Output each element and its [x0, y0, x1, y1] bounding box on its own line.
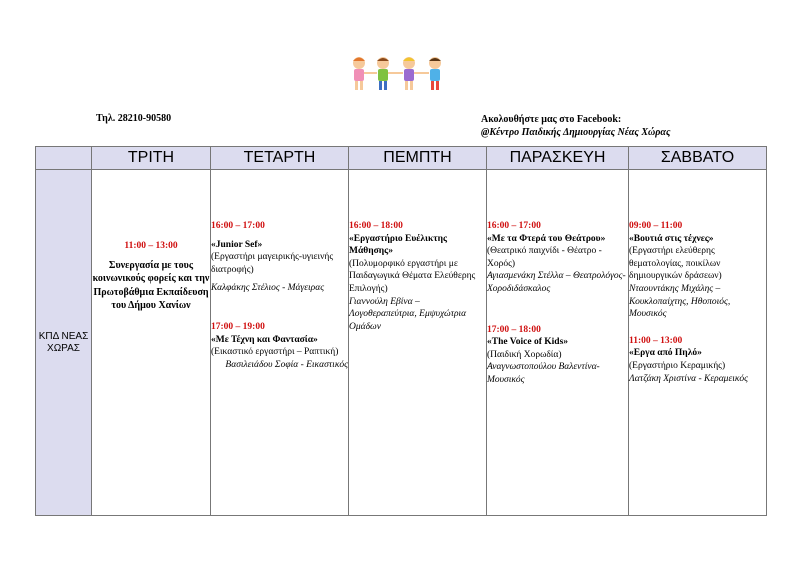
day-header-wednesday: ΤΕΤΑΡΤΗ	[211, 147, 349, 170]
wednesday-instructor-1: Καλφάκης Στέλιος - Μάγειρας	[211, 283, 325, 294]
friday-instructor-1: Αγιασμενάκη Στέλλα – Θεατρολόγος-Χοροδιδάσκαλος	[487, 271, 626, 294]
phone-number: Τηλ. 28210-90580	[96, 113, 172, 124]
facebook-page-link[interactable]: @Κέντρο Παιδικής Δημιουργίας Νέας Χώρας	[481, 127, 671, 138]
thursday-cell	[349, 170, 487, 516]
saturday-title-2: «Εργα από Πηλό»	[629, 348, 702, 359]
header-corner	[36, 147, 92, 170]
friday-time-2: 17:00 – 18:00	[487, 324, 541, 335]
tuesday-time: 11:00 – 13:00	[124, 241, 178, 251]
friday-desc-1: (Θεατρικό παιχνίδι - Θέατρο - Χορός)	[487, 246, 602, 269]
friday-time-1: 16:00 – 17:00	[487, 221, 541, 231]
weekly-schedule-table	[35, 146, 767, 516]
day-header-tuesday: ΤΡΙΤΗ	[92, 147, 211, 170]
thursday-time-1: 16:00 – 18:00	[349, 221, 403, 231]
day-header-saturday: ΣΑΒΒΑΤΟ	[629, 147, 767, 170]
day-header-friday: ΠΑΡΑΣΚΕΥΗ	[487, 147, 629, 170]
wednesday-instructor-2: Βασιλειάδου Σοφία - Εικαστικός	[225, 359, 348, 370]
saturday-instructor-1: Νταουντάκης Μιχάλης – Κουκλοπαίχτης, Ηθοποιός, Μουσικός	[629, 283, 731, 320]
saturday-time-1: 09:00 – 11:00	[629, 221, 683, 231]
tuesday-cell	[92, 170, 211, 516]
wednesday-title-2: «Με Τέχνη και Φαντασία»	[211, 334, 318, 345]
facebook-info	[481, 113, 670, 139]
wednesday-cell	[211, 170, 349, 516]
saturday-cell	[629, 170, 767, 516]
wednesday-desc-2: (Εικαστικό εργαστήρι – Ραπτική)	[211, 347, 339, 358]
saturday-instructor-2: Λατζάκη Χριστίνα - Κεραμεικός	[629, 373, 749, 384]
wednesday-time-1: 16:00 – 17:00	[211, 221, 265, 231]
facebook-label: Ακολουθήστε μας στο Facebook:	[481, 114, 622, 125]
wednesday-desc-1: (Εργαστήρι μαγειρικής-υγιεινής διατροφής)	[211, 252, 334, 275]
kids-holding-hands-icon	[345, 53, 457, 95]
friday-cell	[487, 170, 629, 516]
tuesday-title: Συνεργασία με τους κοινωνικούς φορείς και την Πρωτοβάθμια Εκπαίδευση του Δήμου Χανίων	[92, 259, 210, 312]
friday-title-2: «The Voice of Kids»	[487, 337, 569, 348]
day-header-thursday: ΠΕΜΠΤΗ	[349, 147, 487, 170]
friday-desc-2: (Παιδική Χορωδία)	[487, 349, 562, 360]
thursday-instructor-1: Γιαννούλη Εβίνα – Λογοθεραπεύτρια, Εμψυχώτρια Ομάδων	[349, 296, 467, 332]
saturday-title-1: «Βουτιά στις τέχνες»	[629, 233, 714, 244]
wednesday-title-1: «Junior Sef»	[211, 239, 263, 250]
thursday-desc-1: (Πολυμορφικό εργαστήρι με Παιδαγωγικά Θέματα Ελεύθερης Επιλογής)	[349, 258, 476, 294]
saturday-desc-2: (Εργαστήριο Κεραμικής)	[629, 360, 726, 371]
saturday-time-2: 11:00 – 13:00	[629, 335, 683, 346]
friday-instructor-2: Αναγνωστοπούλου Βαλεντίνα-Μουσικός	[487, 362, 600, 385]
saturday-desc-1: (Εργαστήρι ελεύθερης θεματολογίας, ποικίλων δημιουργικών δράσεων)	[629, 246, 722, 282]
wednesday-time-2: 17:00 – 19:00	[211, 321, 265, 332]
location-cell: ΚΠΔ ΝΕΑΣ ΧΩΡΑΣ	[36, 170, 92, 516]
schedule-row	[36, 170, 767, 516]
thursday-title-1: «Εργαστήριο Ευέλικτης Μάθησης»	[349, 233, 448, 257]
friday-title-1: «Με τα Φτερά του Θεάτρου»	[487, 233, 606, 244]
days-header-row	[36, 147, 767, 170]
